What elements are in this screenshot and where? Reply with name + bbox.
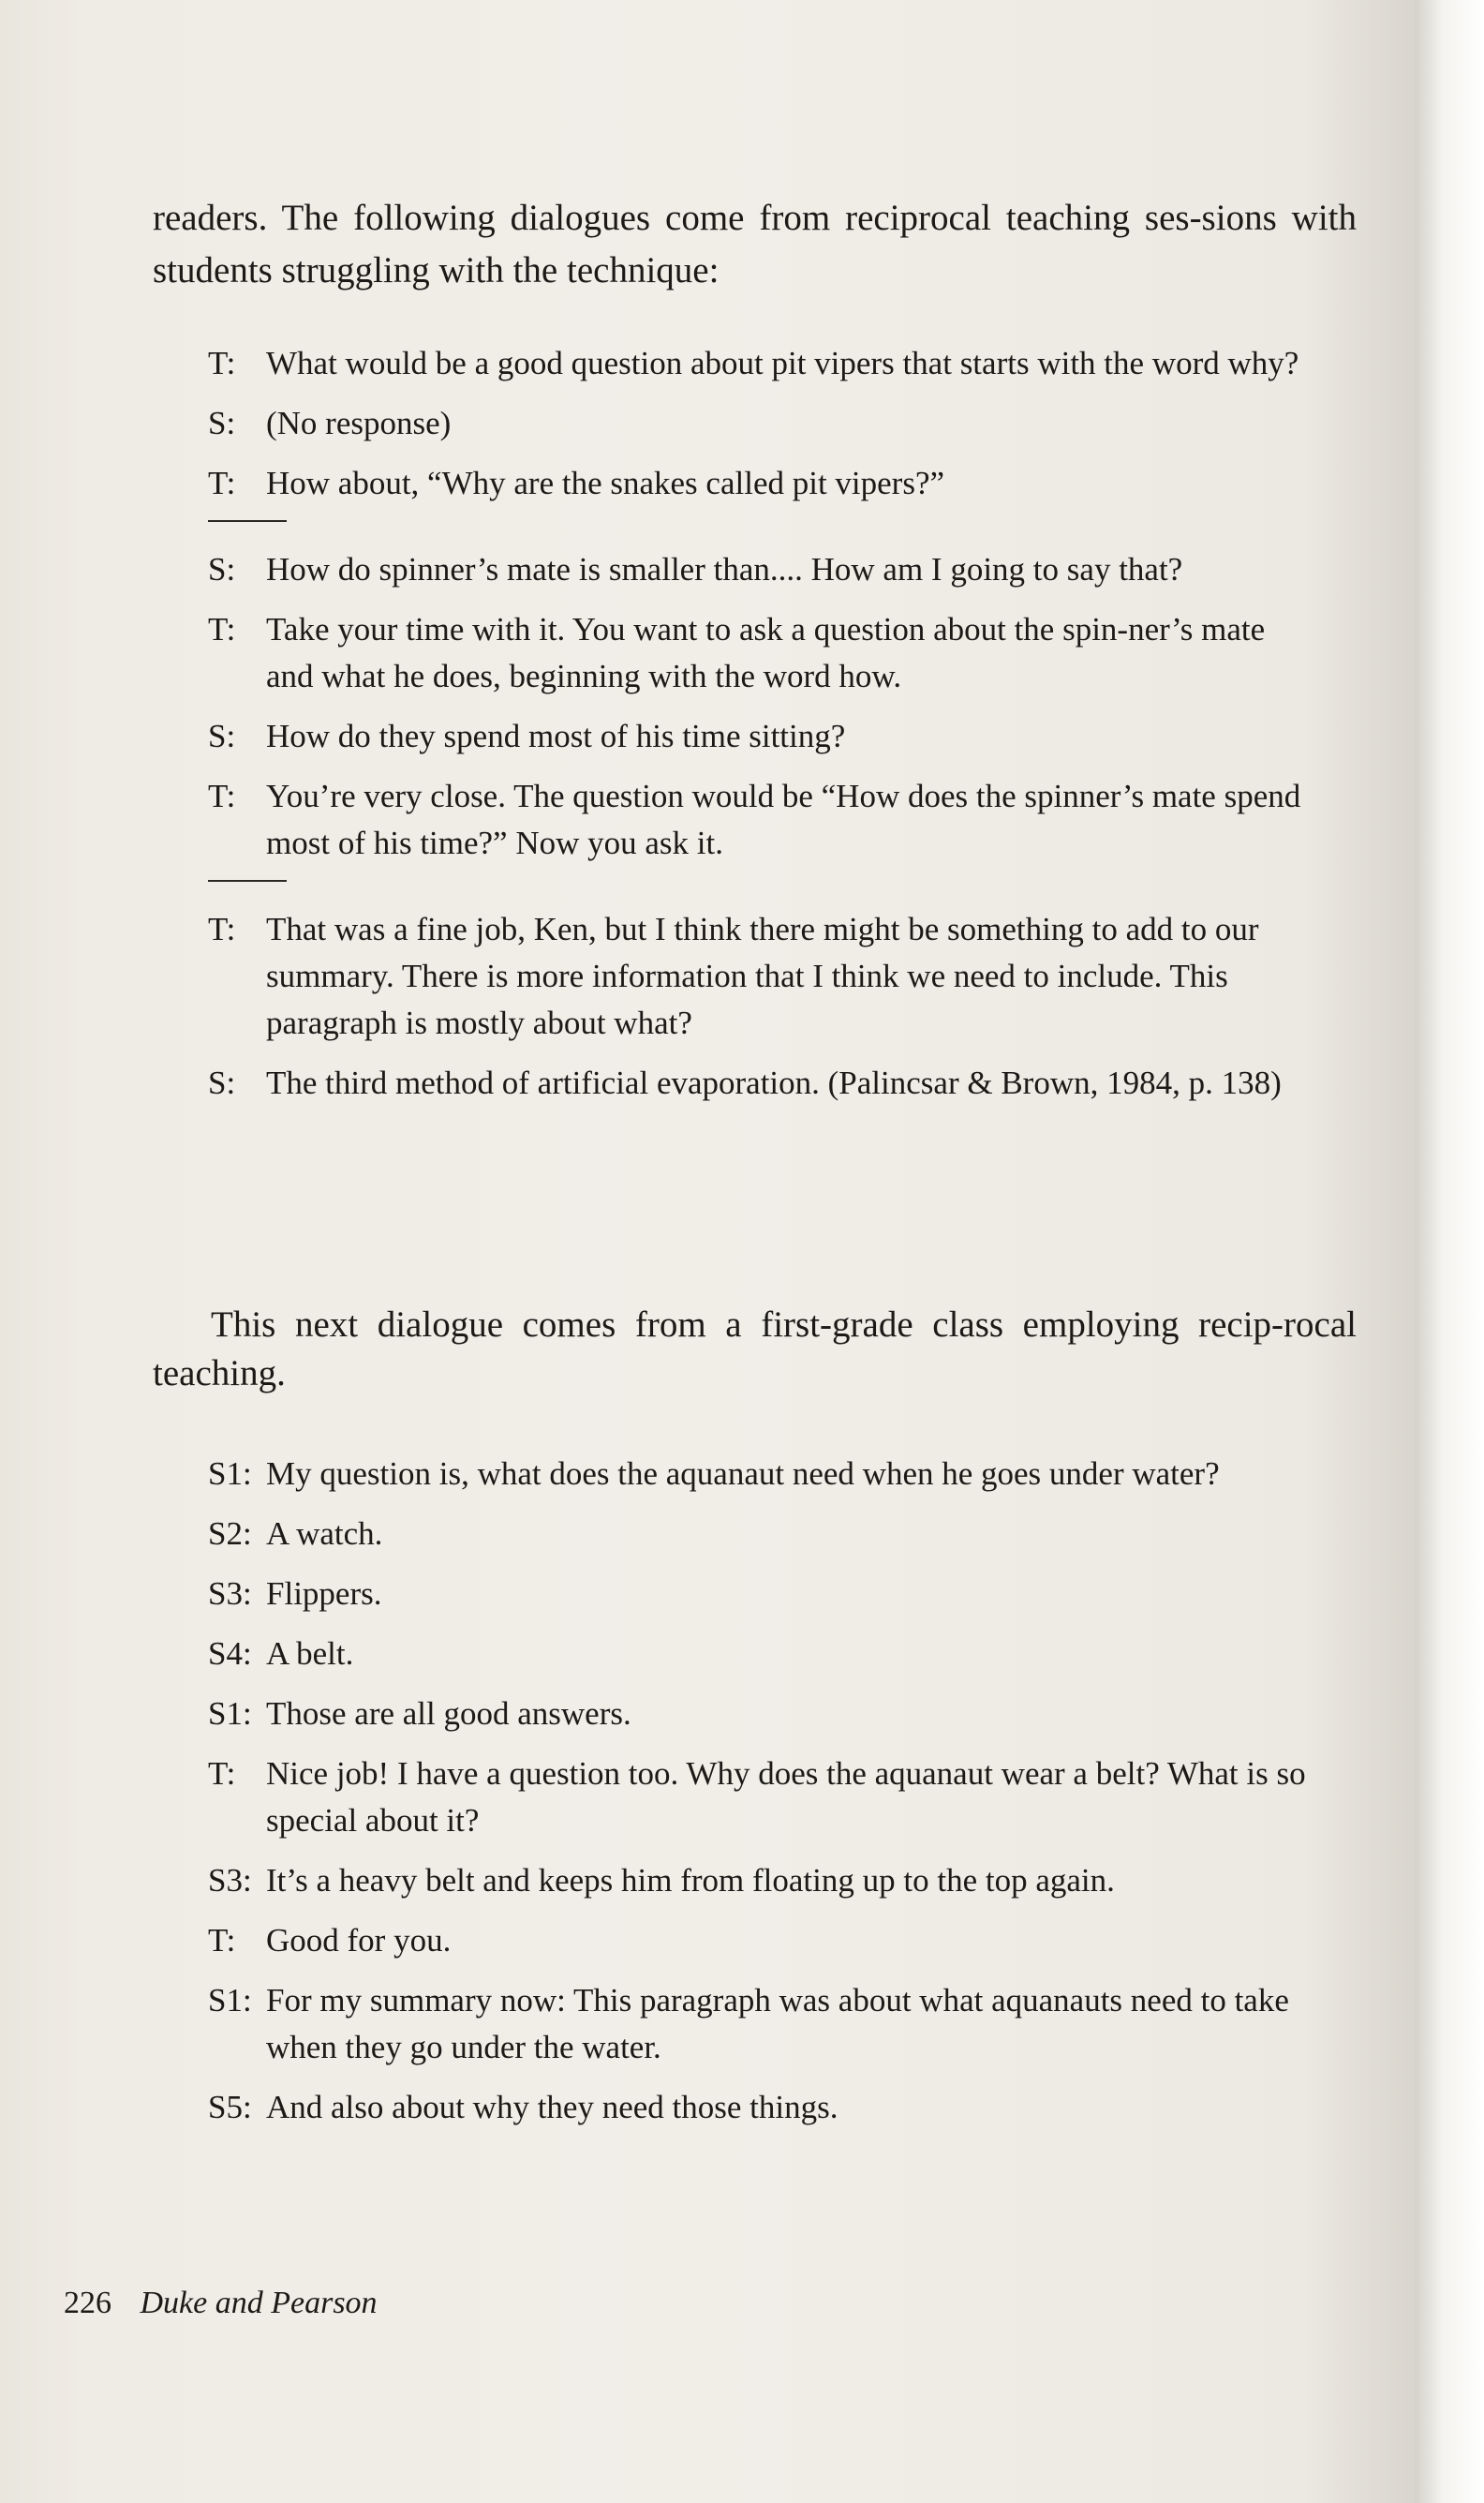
speaker-label: S5: (208, 2089, 252, 2125)
speaker-label: T: (208, 345, 236, 381)
utterance: A watch. (266, 1515, 383, 1552)
speaker-label: S: (208, 405, 236, 441)
speaker-label: S2: (208, 1515, 252, 1552)
speaker-label: T: (208, 1755, 236, 1792)
speaker-label: T: (208, 911, 236, 947)
speaker-label: S3: (208, 1575, 252, 1612)
dialogue-turn (208, 1060, 1313, 1107)
dialogue-turn (208, 1917, 1313, 1964)
utterance: Those are all good answers. (266, 1695, 631, 1732)
utterance: Good for you. (266, 1922, 452, 1959)
intro-paragraph: readers. The following dialogues come from reciprocal teaching ses-sions with students struggling with the technique: (153, 198, 1357, 291)
dialogue-turn (208, 1751, 1313, 1844)
utterance: It’s a heavy belt and keeps him from floating up to the top again. (266, 1862, 1115, 1899)
utterance: How about, “Why are the snakes called pit vipers?” (266, 465, 945, 501)
dialogue-turn (208, 400, 1313, 447)
speaker-label: S4: (208, 1635, 252, 1672)
dialogue-turn (208, 460, 1313, 507)
utterance: How do spinner’s mate is smaller than.... How am I going to say that? (266, 551, 1183, 588)
utterance: The third method of artificial evaporation. (Palincsar & Brown, 1984, p. 138) (266, 1065, 1282, 1101)
dialogue-turn (208, 906, 1313, 1047)
dialogue-turn (208, 1571, 1313, 1617)
utterance: Flippers. (266, 1575, 382, 1612)
dialogue-turn (208, 340, 1313, 387)
dialogue-turn (208, 1691, 1313, 1737)
dialogue-turn (208, 1451, 1313, 1497)
dialogue-turn (208, 713, 1313, 760)
running-footer-authors: Duke and Pearson (140, 2286, 378, 2320)
utterance: For my summary now: This paragraph was about what aquanauts need to take when they go under the water. (266, 1982, 1289, 2065)
dialogue-aquanaut (208, 1451, 1313, 2144)
speaker-label: T: (208, 778, 236, 814)
speaker-label: T: (208, 465, 236, 501)
speaker-label: S: (208, 551, 236, 588)
page-number: 226 (64, 2286, 111, 2320)
utterance: My question is, what does the aquanaut need when he goes under water? (266, 1455, 1220, 1492)
utterance: A belt. (266, 1635, 354, 1672)
speaker-label: T: (208, 611, 236, 648)
speaker-label: S: (208, 1065, 236, 1101)
dialogue-turn (208, 773, 1313, 867)
dialogue-turn (208, 1631, 1313, 1677)
dialogue-turn (208, 1857, 1313, 1904)
utterance: You’re very close. The question would be “How does the spinner’s mate spend most of his time?” Now you ask it. (266, 778, 1301, 861)
speaker-label: S: (208, 718, 236, 754)
speaker-label: S1: (208, 1695, 252, 1732)
utterance: (No response) (266, 405, 452, 441)
utterance: How do they spend most of his time sitting? (266, 718, 846, 754)
dialogue-turn (208, 546, 1313, 593)
section-separator (208, 880, 287, 882)
dialogue-turn (208, 2084, 1313, 2131)
first-grade-paragraph: This next dialogue comes from a first-grade class employing recip-rocal teaching. (153, 1304, 1357, 1393)
utterance: Take your time with it. You want to ask a question about the spin-ner’s mate and what he does, beginning with the word how. (266, 611, 1266, 694)
speaker-label: T: (208, 1922, 236, 1959)
dialogue-turn (208, 1511, 1313, 1557)
speaker-label: S3: (208, 1862, 252, 1899)
dialogue-pit-vipers (208, 340, 1313, 1120)
speaker-label: S1: (208, 1982, 252, 2019)
page-footer (64, 2283, 378, 2324)
utterance: That was a fine job, Ken, but I think there might be something to add to our summary. There is more information that I think we need to include. This paragraph is mostly about what? (266, 911, 1259, 1041)
section-separator (208, 520, 287, 522)
dialogue-turn (208, 606, 1313, 700)
speaker-label: S1: (208, 1455, 252, 1492)
utterance: Nice job! I have a question too. Why does the aquanaut wear a belt? What is so special about it? (266, 1755, 1306, 1839)
utterance: And also about why they need those things. (266, 2089, 838, 2125)
page-gutter (1415, 0, 1484, 2503)
utterance: What would be a good question about pit vipers that starts with the word why? (266, 345, 1299, 381)
dialogue-turn (208, 1977, 1313, 2071)
